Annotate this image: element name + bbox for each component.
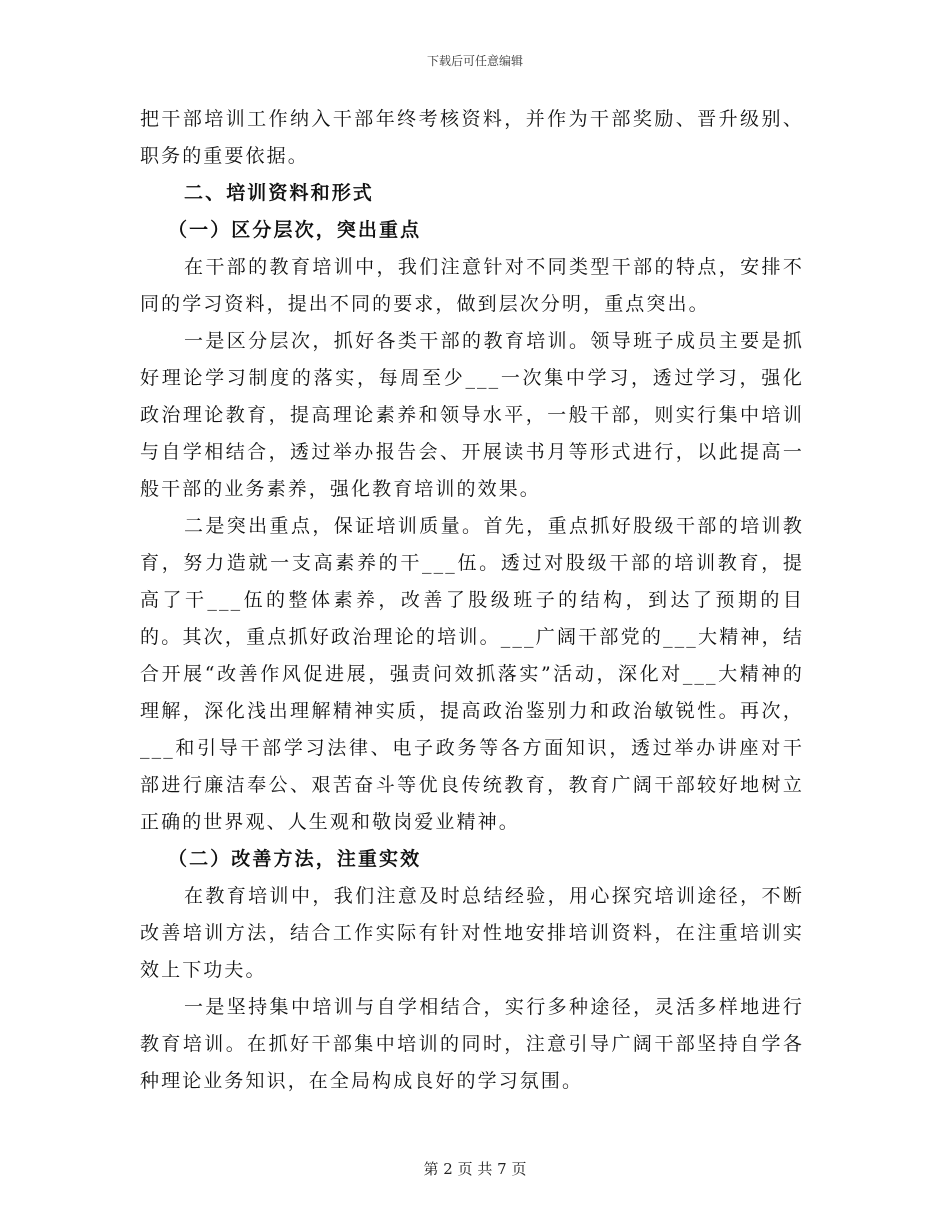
paragraph-combine: 一是坚持集中培训与自学相结合，实行多种途径，灵活多样地进行教育培训。在抓好干部集中培训的同时，注意引导广阔干部坚持自学各种理论业务知识，在全局构成良好的学习氛围。	[140, 996, 804, 1092]
paragraph-intro-1: 在干部的教育培训中，我们注意针对不同类型干部的特点，安排不同的学习资料，提出不同的要求，做到层次分明，重点突出。	[140, 256, 804, 315]
paragraph-focus: 二是突出重点，保证培训质量。首先，重点抓好股级干部的培训教育，努力造就一支高素养的干___伍。透过对股级干部的培训教育，提高了干___伍的整体素养，改善了股级班子的结构，到达了预期的目的。其次，重点抓好政治理论的培训。___广阔干部党的___大精神，结合开展“改善作风促进展，强责问效抓落实”活动，深化对___大精神的理解，深化浅出理解精神实质，提高政治鉴别力和政治敏锐性。再次，___和引导干部学习法律、电子政务等各方面知识，透过举办讲座对干部进行廉洁奉公、艰苦奋斗等优良传统教育，教育广阔干部较好地树立正确的世界观、人生观和敬岗爱业精神。	[140, 515, 804, 833]
paragraph-level: 一是区分层次，抓好各类干部的教育培训。领导班子成员主要是抓好理论学习制度的落实，每周至少___一次集中学习，透过学习，强化政治理论教育，提高理论素养和领导水平，一般干部，则实行集中培训与自学相结合，透过举办报告会、开展读书月等形式进行，以此提高一般干部的业务素养，强化教育培训的效果。	[140, 330, 804, 500]
subsection-heading-1: （一）区分层次，突出重点	[168, 219, 422, 241]
paragraph-continuation: 把干部培训工作纳入干部年终考核资料，并作为干部奖励、晋升级别、职务的重要依据。	[140, 108, 804, 167]
paragraph-intro-2: 在教育培训中，我们注意及时总结经验，用心探究培训途径，不断改善培训方法，结合工作实际有针对性地安排培训资料，在注重培训实效上下功夫。	[140, 885, 804, 981]
page-number: 第 2 页 共 7 页	[423, 1160, 527, 1178]
document-body	[140, 101, 804, 1100]
subsection-heading-2: （二）改善方法，注重实效	[168, 848, 422, 870]
section-heading: 二、培训资料和形式	[184, 182, 374, 204]
page-header: 下载后可任意编辑	[426, 54, 523, 68]
